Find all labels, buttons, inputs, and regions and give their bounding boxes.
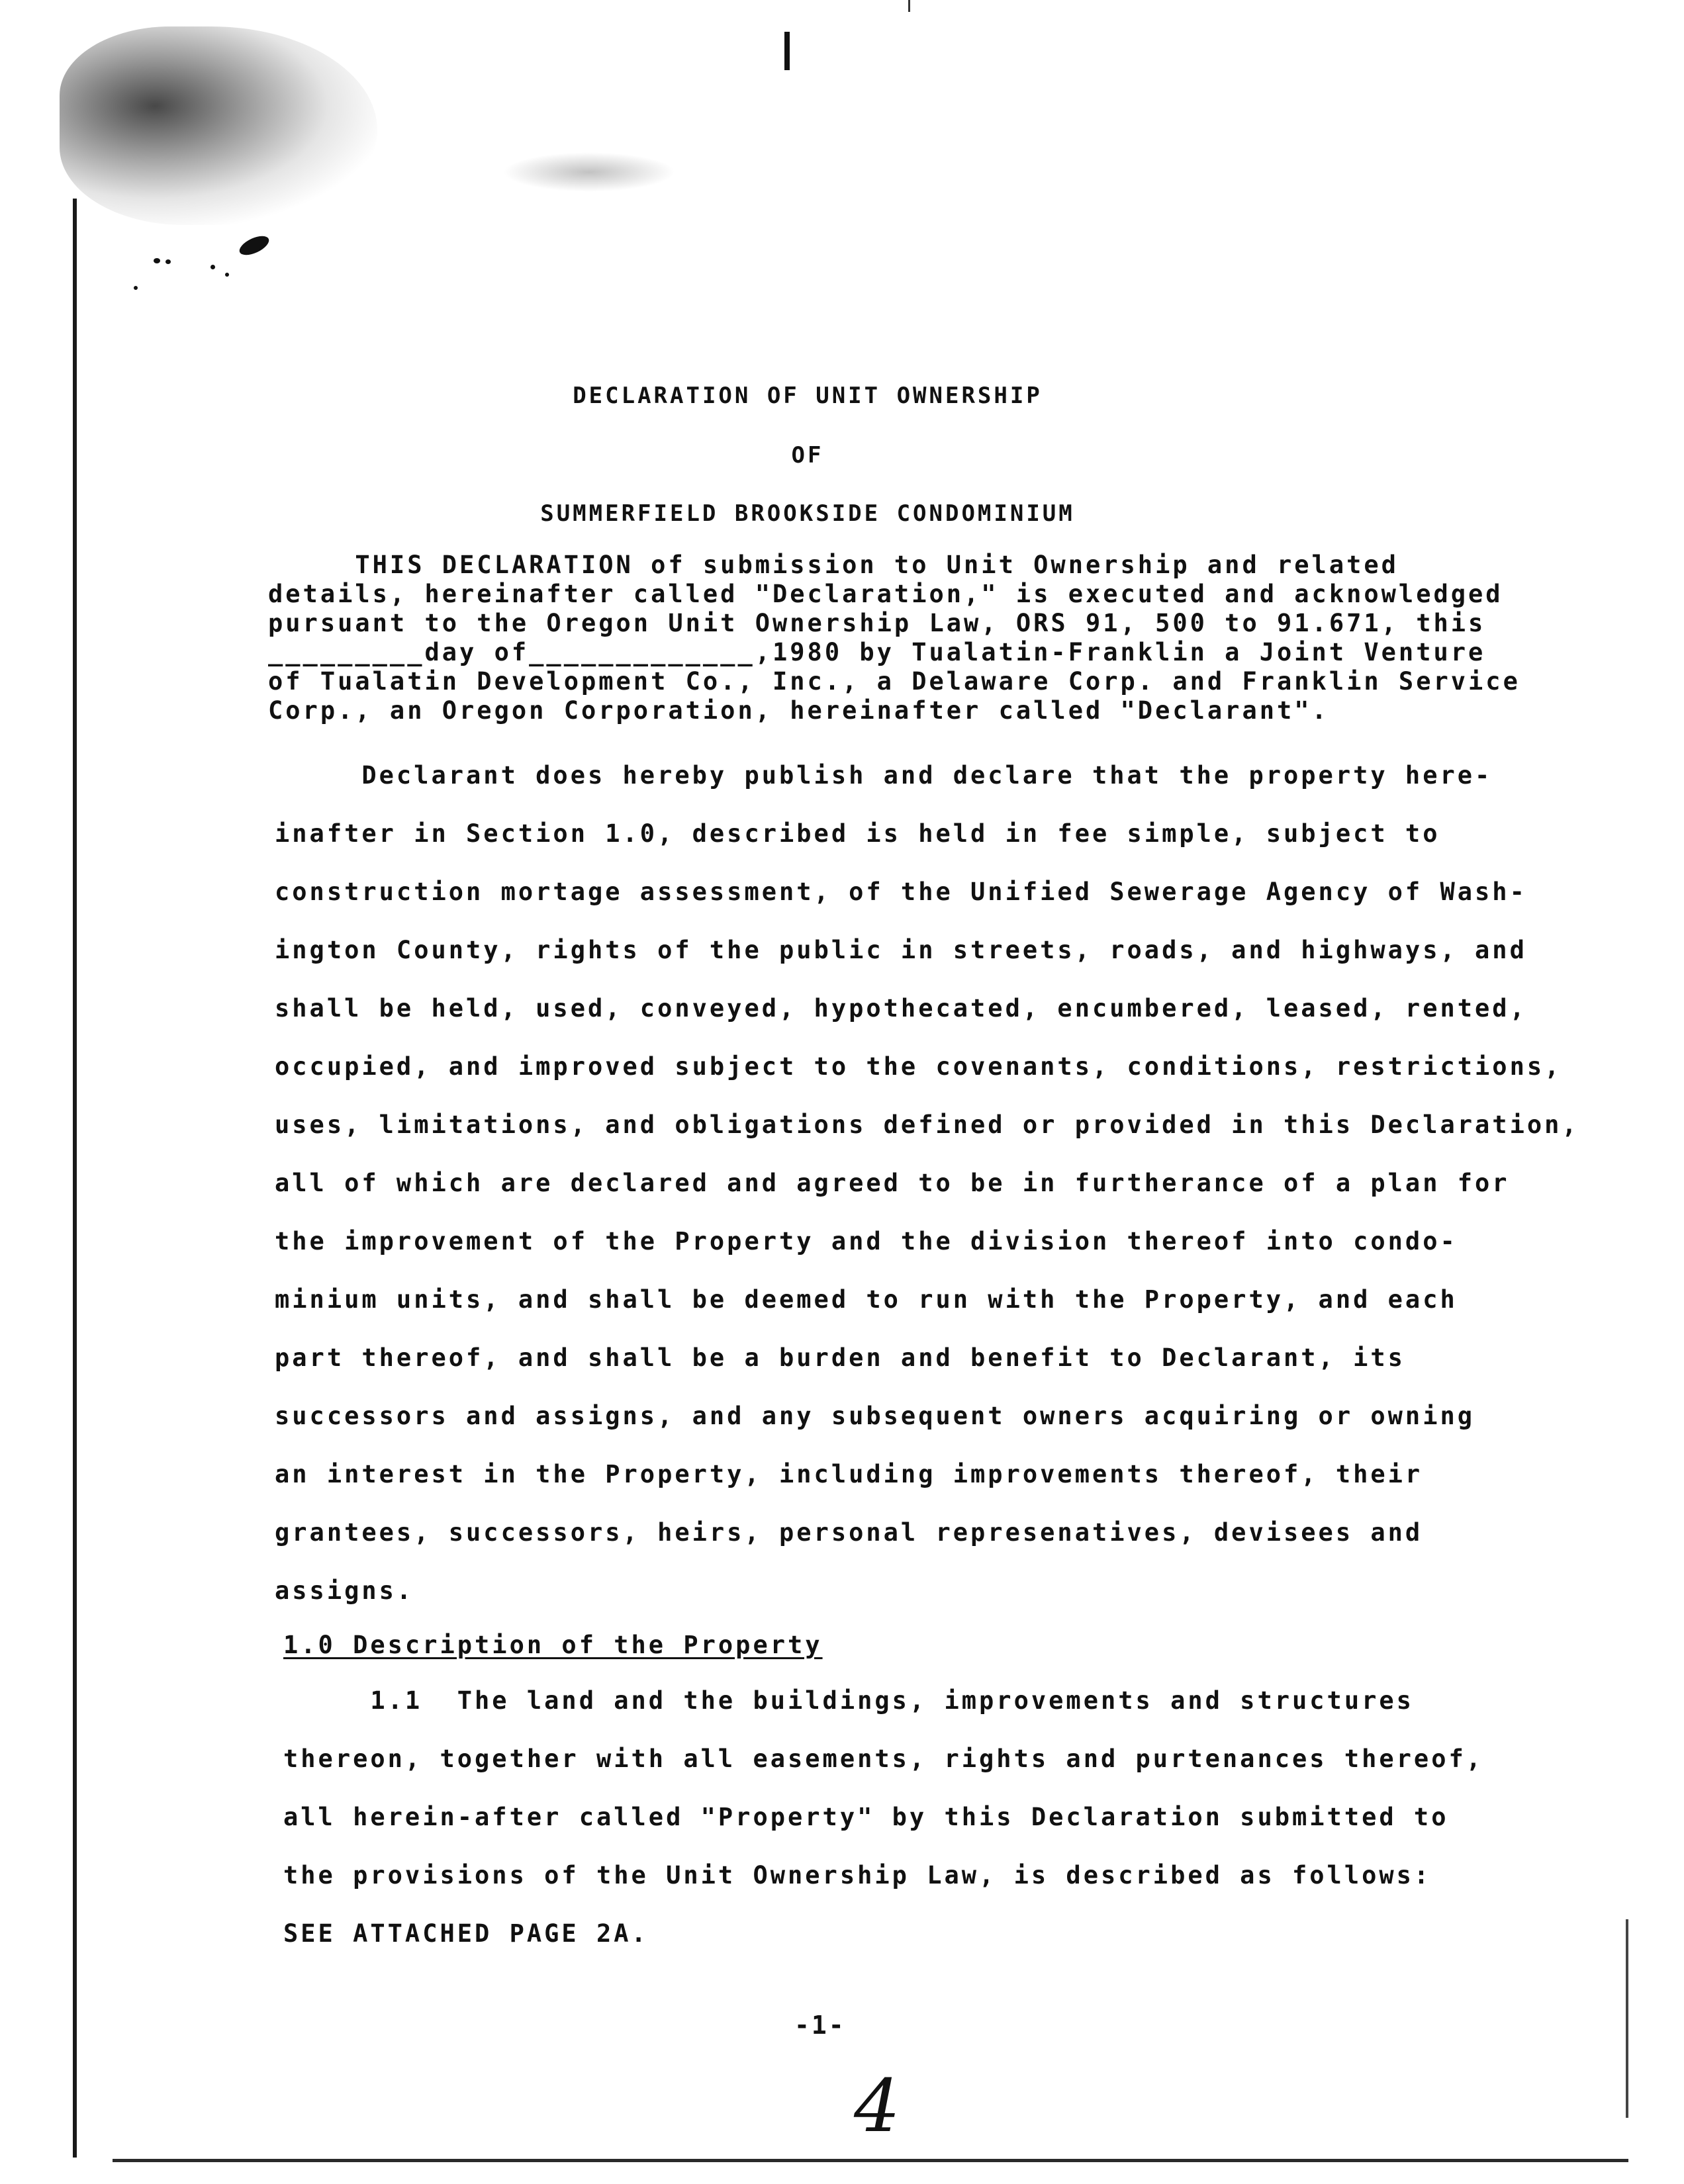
handwritten-page-mark: 4 xyxy=(854,2064,900,2148)
intro-line: THIS DECLARATION of submission to Unit Ownership and related xyxy=(268,551,1399,579)
page-number: -1- xyxy=(794,2011,846,2040)
scan-speck xyxy=(154,258,160,263)
body-line: part thereof, and shall be a burden and benefit to Declarant, its xyxy=(275,1343,1405,1372)
body-line: successors and assigns, and any subsequent owners acquiring or owning xyxy=(275,1402,1475,1430)
section-line: the provisions of the Unit Ownership Law, is described as follows: xyxy=(283,1861,1432,1889)
section-heading: 1.0 Description of the Property xyxy=(283,1631,823,1659)
scan-speck xyxy=(237,232,272,259)
body-line: construction mortage assessment, of the Unified Sewerage Agency of Wash- xyxy=(275,878,1527,906)
scan-mark xyxy=(784,32,790,70)
scan-smudge xyxy=(503,152,675,192)
intro-line: of Tualatin Development Co., Inc., a Delaware Corp. and Franklin Service xyxy=(268,667,1520,696)
section-line: 1.1 The land and the buildings, improvements and structures xyxy=(283,1686,1414,1715)
document-subtitle: SUMMERFIELD BROOKSIDE CONDOMINIUM xyxy=(540,500,1075,527)
body-line: Declarant does hereby publish and declare that the property here- xyxy=(275,761,1493,790)
scan-edge-bottom xyxy=(113,2159,1628,2162)
body-line: minium units, and shall be deemed to run with the Property, and each xyxy=(275,1285,1458,1314)
intro-line: pursuant to the Oregon Unit Ownership Law, ORS 91, 500 to 91.671, this xyxy=(268,609,1486,637)
scan-speck xyxy=(225,273,229,277)
scan-smudge xyxy=(60,26,377,225)
scan-speck xyxy=(134,286,138,290)
document-title-of: OF xyxy=(791,442,824,469)
body-line: an interest in the Property, including improvements thereof, their xyxy=(275,1460,1423,1488)
body-line: inafter in Section 1.0, described is held in fee simple, subject to xyxy=(275,819,1440,848)
section-line: all herein-after called "Property" by this Declaration submitted to xyxy=(283,1803,1449,1831)
scan-speck xyxy=(165,259,171,264)
body-line: shall be held, used, conveyed, hypothecated, encumbered, leased, rented, xyxy=(275,994,1527,1023)
intro-line: details, hereinafter called "Declaration," is executed and acknowledged xyxy=(268,580,1503,608)
intro-line: _________day of_____________,1980 by Tualatin-Franklin a Joint Venture xyxy=(268,638,1486,666)
body-line: the improvement of the Property and the division thereof into condo- xyxy=(275,1227,1458,1255)
scan-edge-right xyxy=(1626,1919,1628,2118)
body-line: assigns. xyxy=(275,1576,414,1605)
scan-speck xyxy=(210,265,215,269)
body-line: all of which are declared and agreed to be in furtherance of a plan for xyxy=(275,1169,1510,1197)
document-title: DECLARATION OF UNIT OWNERSHIP xyxy=(573,383,1043,409)
body-line: uses, limitations, and obligations defined or provided in this Declaration, xyxy=(275,1111,1579,1139)
intro-line: Corp., an Oregon Corporation, hereinafter called "Declarant". xyxy=(268,696,1329,725)
section-line: thereon, together with all easements, rights and purtenances thereof, xyxy=(283,1745,1484,1773)
section-line: SEE ATTACHED PAGE 2A. xyxy=(283,1919,649,1948)
body-line: occupied, and improved subject to the covenants, conditions, restrictions, xyxy=(275,1052,1562,1081)
scan-edge-left xyxy=(73,199,77,2158)
body-line: ington County, rights of the public in streets, roads, and highways, and xyxy=(275,936,1527,964)
scan-mark xyxy=(908,0,910,12)
body-line: grantees, successors, heirs, personal represenatives, devisees and xyxy=(275,1518,1423,1547)
